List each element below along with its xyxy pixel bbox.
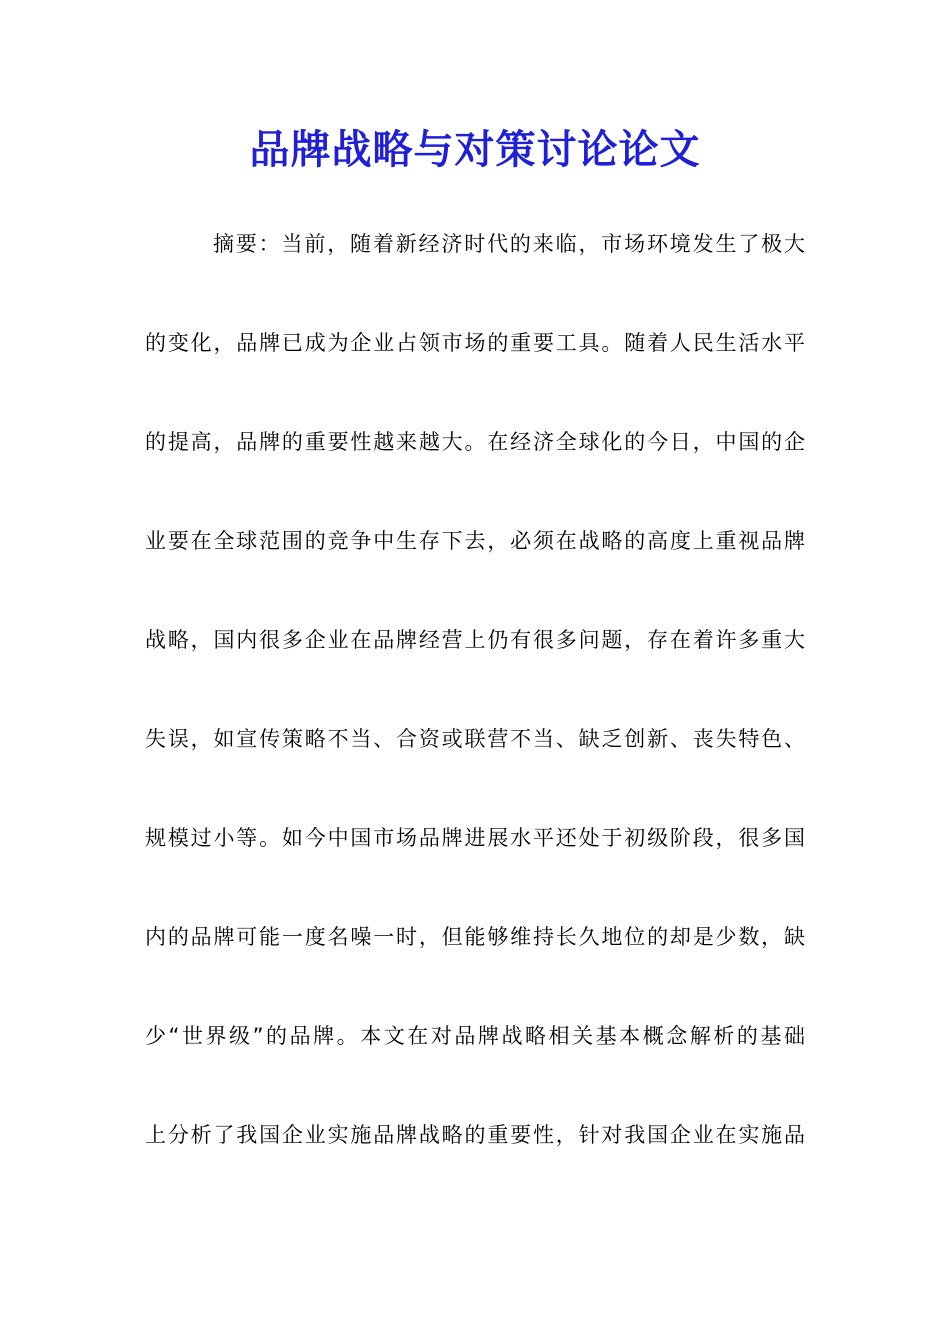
body-line-8: 内的品牌可能一度名噪一时，但能够维持长久地位的却是少数，缺 <box>145 925 805 949</box>
body-line-10: 上分析了我国企业实施品牌战略的重要性，针对我国企业在实施品 <box>145 1123 805 1147</box>
body-line-4: 业要在全球范围的竞争中生存下去，必须在战略的高度上重视品牌 <box>145 529 805 553</box>
body-line-1: 摘要：当前，随着新经济时代的来临，市场环境发生了极大 <box>213 232 805 256</box>
body-line-5: 战略，国内很多企业在品牌经营上仍有很多问题，存在着许多重大 <box>145 628 805 652</box>
body-line-7: 规模过小等。如今中国市场品牌进展水平还处于初级阶段，很多国 <box>145 826 805 850</box>
document-title: 品牌战略与对策讨论论文 <box>249 126 701 173</box>
body-line-6: 失误，如宣传策略不当、合资或联营不当、缺乏创新、丧失特色、 <box>145 727 805 751</box>
body-line-9: 少“世界级”的品牌。本文在对品牌战略相关基本概念解析的基础 <box>145 1024 805 1048</box>
body-line-2: 的变化，品牌已成为企业占领市场的重要工具。随着人民生活水平 <box>145 331 805 355</box>
body-line-3: 的提高，品牌的重要性越来越大。在经济全球化的今日，中国的企 <box>145 430 805 454</box>
